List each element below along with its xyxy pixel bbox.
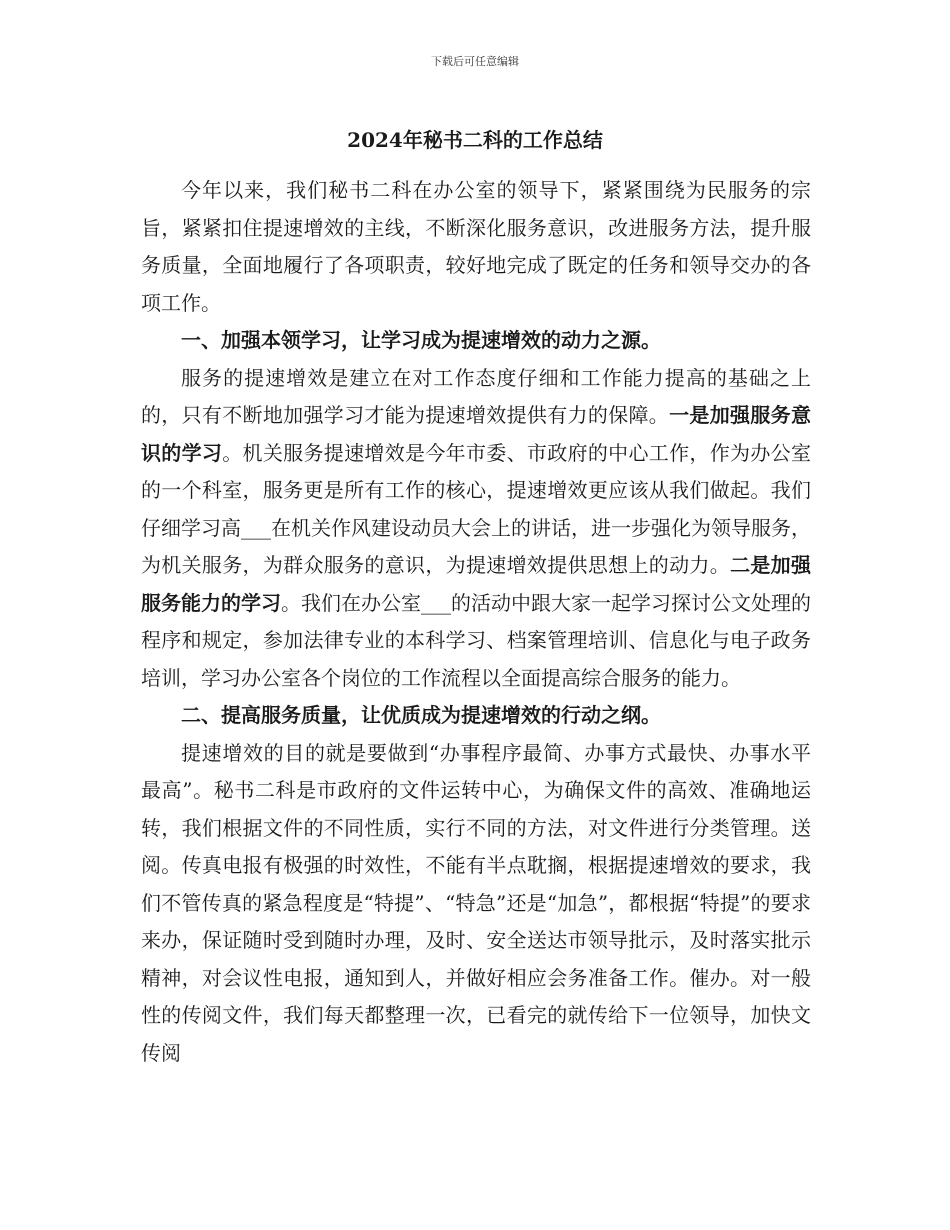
paragraph-text: 服务的提速增效是建立在对工作态度仔细和工作能力提高的基础之上的，只有不断地加强学习才能为提速增效提供有力的保障。 bbox=[141, 365, 811, 427]
section-1-paragraph bbox=[141, 360, 811, 698]
section-heading-1: 一、加强本领学习，让学习成为提速增效的动力之源。 bbox=[181, 328, 661, 352]
document-title: 2024年秘书二科的工作总结 bbox=[347, 128, 603, 152]
bold-emphasis: 一是加强服务意识的学习 bbox=[141, 403, 811, 465]
bold-emphasis: 二是加强服务能力的学习 bbox=[141, 553, 811, 615]
paragraph-text: 。我们在办公室___的活动中跟大家一起学习探讨公文处理的程序和规定，参加法律专业的本科学习、档案管理培训、信息化与电子政务培训，学习办公室各个岗位的工作流程以全面提高综合服务的能力。 bbox=[141, 590, 811, 690]
intro-paragraph: 今年以来，我们秘书二科在办公室的领导下，紧紧围绕为民服务的宗旨，紧紧扣住提速增效的主线，不断深化服务意识，改进服务方法，提升服务质量，全面地履行了各项职责，较好地完成了既定的任务和领导交办的各项工作。 bbox=[141, 178, 811, 315]
paragraph-text: 。机关服务提速增效是今年市委、市政府的中心工作，作为办公室的一个科室，服务更是所有工作的核心，提速增效更应该从我们做起。我们仔细学习高___在机关作风建设动员大会上的讲话，进一步强化为领导服务，为机关服务，为群众服务的意识，为提速增效提供思想上的动力。 bbox=[141, 440, 811, 577]
page-header-note: 下载后可任意编辑 bbox=[431, 55, 519, 68]
document-body bbox=[141, 172, 811, 1072]
section-2-paragraph: 提速增效的目的就是要做到“办事程序最简、办事方式最快、办事水平最高”。秘书二科是市政府的文件运转中心，为确保文件的高效、准确地运转，我们根据文件的不同性质，实行不同的方法，对文件进行分类管理。送阅。传真电报有极强的时效性，不能有半点耽搁，根据提速增效的要求，我们不管传真的紧急程度是“特提”、“特急”还是“加急”，都根据“特提”的要求来办，保证随时受到随时办理，及时、安全送达市领导批示，及时落实批示精神，对会议性电报，通知到人，并做好相应会务准备工作。催办。对一般性的传阅文件，我们每天都整理一次，已看完的就传给下一位领导，加快文传阅 bbox=[141, 740, 811, 1065]
section-heading-2: 二、提高服务质量，让优质成为提速增效的行动之纲。 bbox=[181, 703, 661, 727]
